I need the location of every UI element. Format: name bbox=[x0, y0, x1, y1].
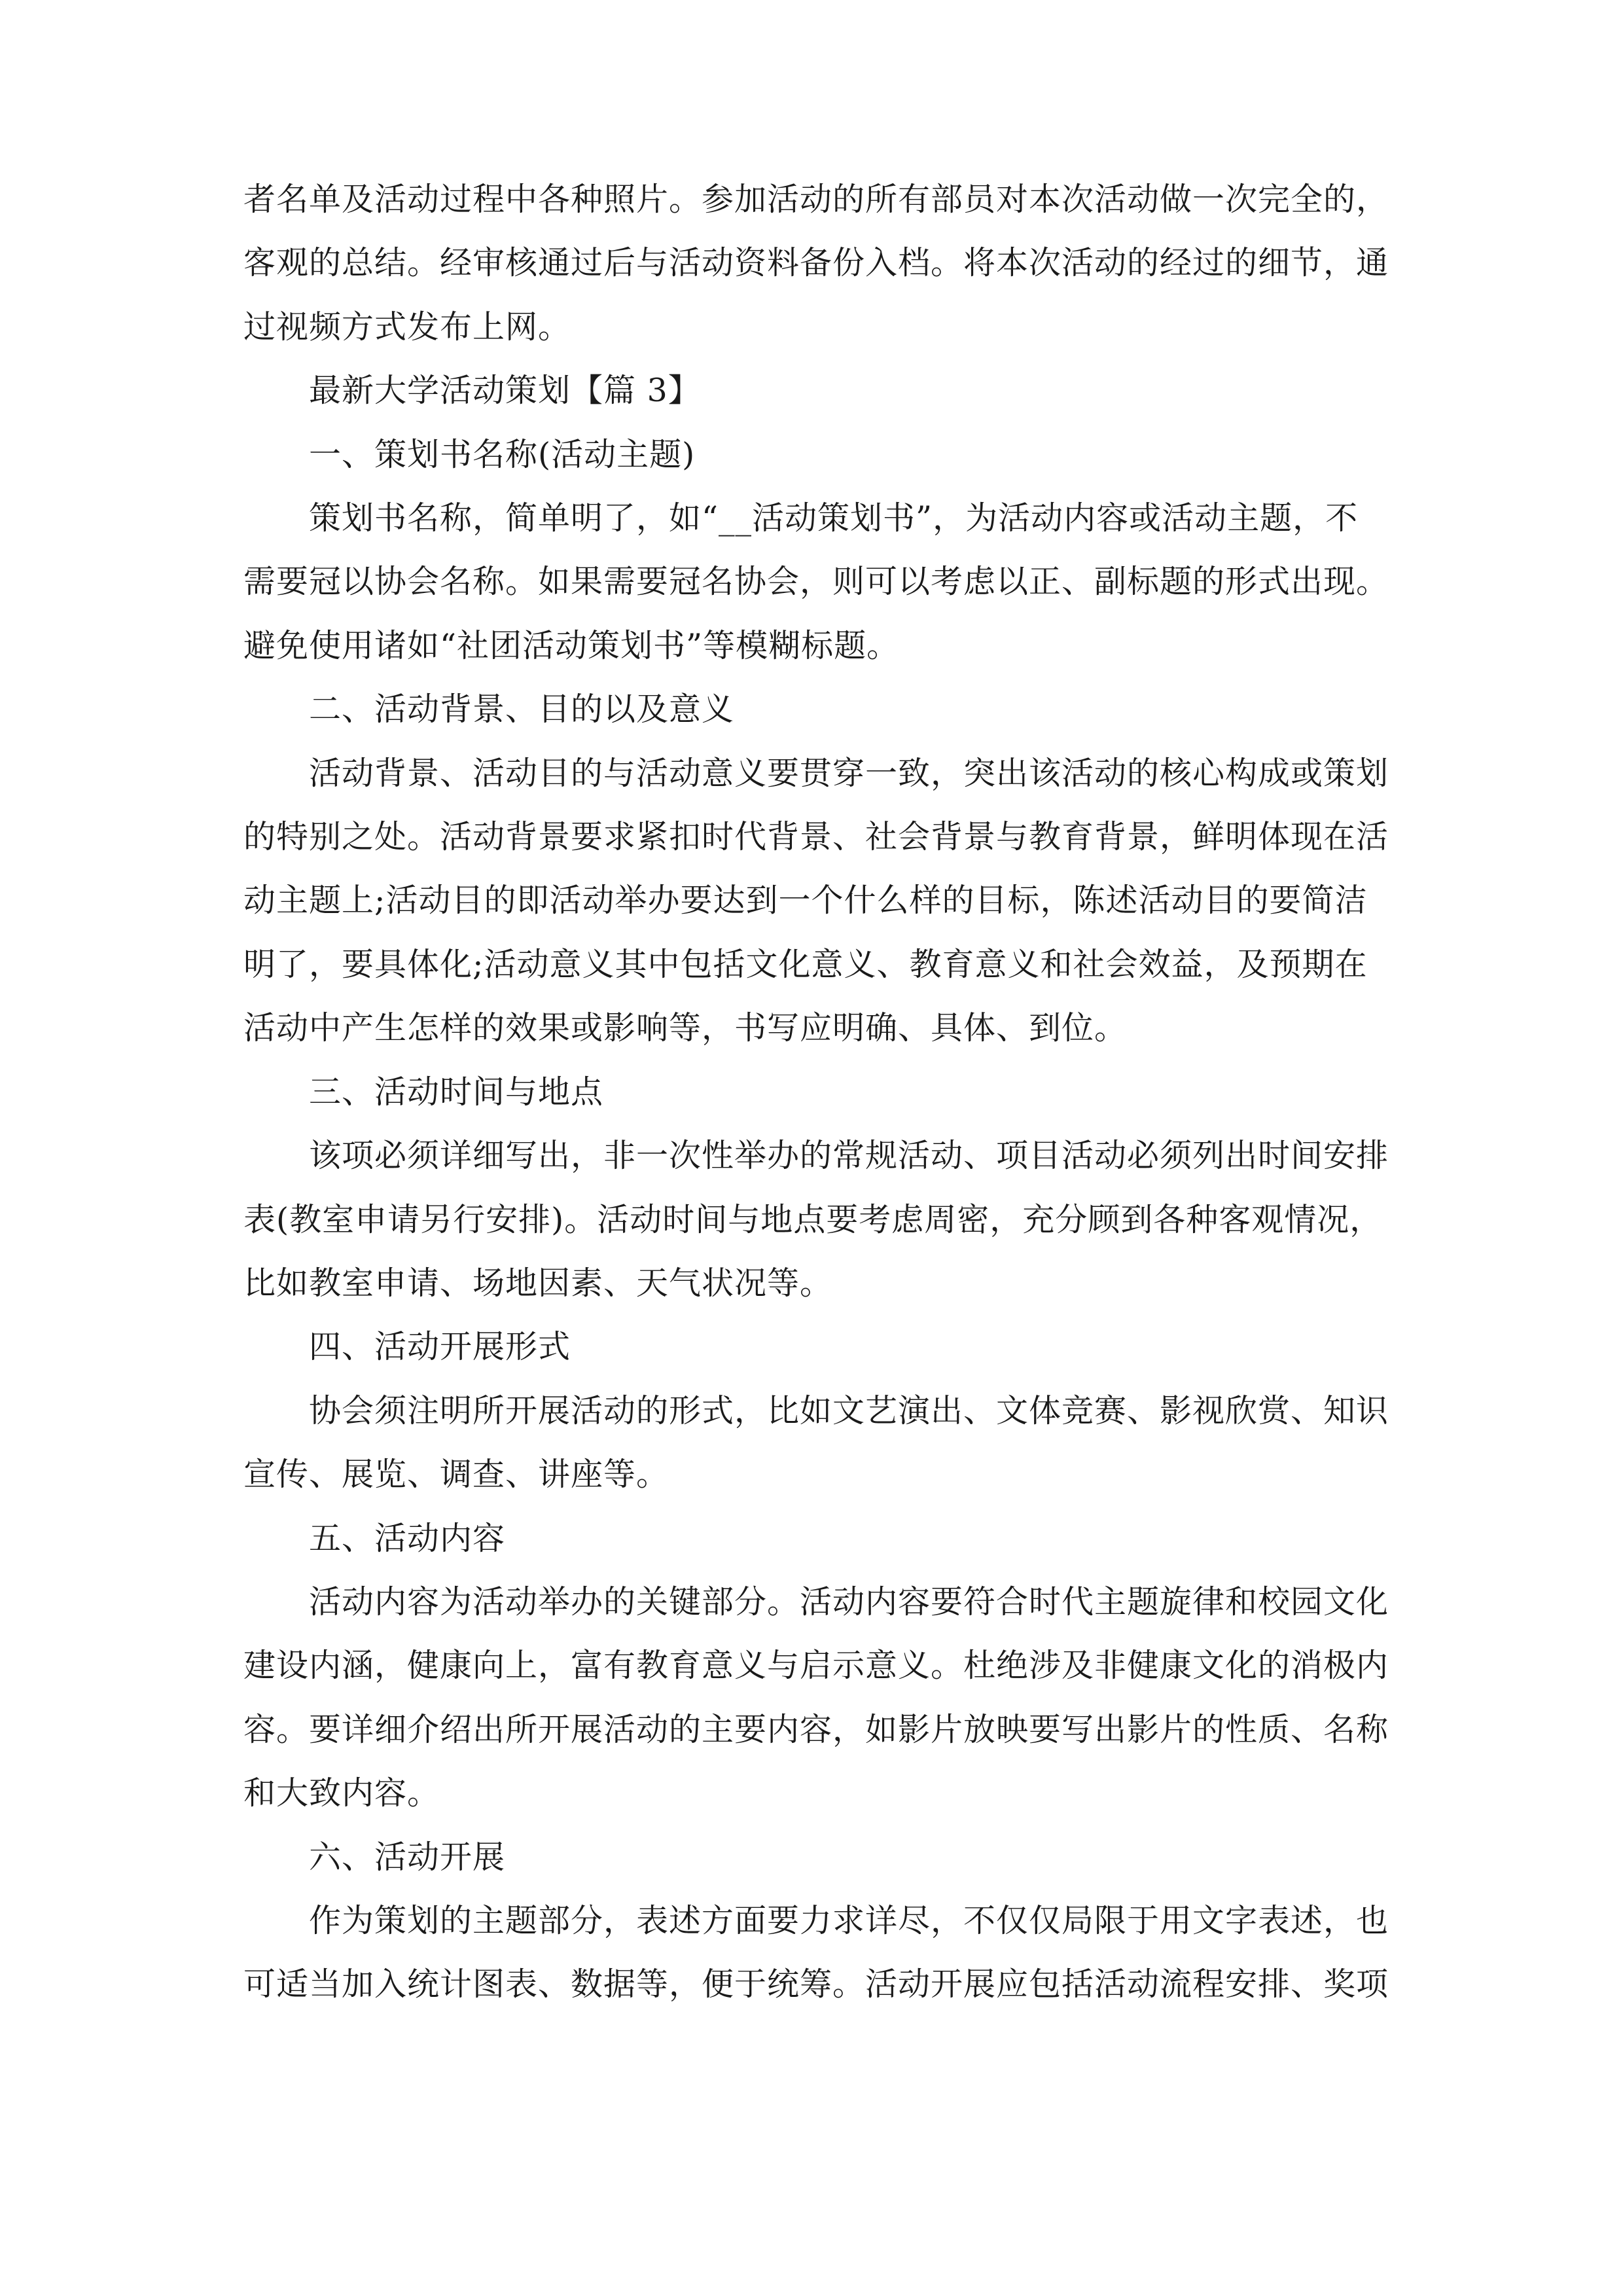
text-line: 可适当加入统计图表、数据等，便于统筹。活动开展应包括活动流程安排、奖项 bbox=[243, 1965, 1389, 2003]
text-line: 的特别之处。活动背景要求紧扣时代背景、社会背景与教育背景，鲜明体现在活 bbox=[243, 818, 1389, 856]
text-line: 表(教室申请另行安排)。活动时间与地点要考虑周密，充分顾到各种客观情况， bbox=[243, 1200, 1383, 1238]
section-heading: 三、活动时间与地点 bbox=[309, 1073, 604, 1111]
section-title: 最新大学活动策划【篇 3】 bbox=[309, 372, 701, 410]
text-line: 策划书名称，简单明了，如“__活动策划书”，为活动内容或活动主题，不 bbox=[309, 499, 1359, 537]
text-line: 活动背景、活动目的与活动意义要贯穿一致，突出该活动的核心构成或策划 bbox=[309, 754, 1389, 792]
text-line: 明了，要具体化;活动意义其中包括文化意义、教育意义和社会效益，及预期在 bbox=[243, 945, 1368, 983]
text-line: 该项必须详细写出，非一次性举办的常规活动、项目活动必须列出时间安排 bbox=[309, 1137, 1389, 1175]
text-line: 者名单及活动过程中各种照片。参加活动的所有部员对本次活动做一次完全的， bbox=[243, 181, 1389, 218]
text-line: 建设内涵，健康向上，富有教育意义与启示意义。杜绝涉及非健康文化的消极内 bbox=[243, 1647, 1389, 1685]
text-line: 过视频方式发布上网。 bbox=[243, 308, 571, 346]
text-line: 容。要详细介绍出所开展活动的主要内容，如影片放映要写出影片的性质、名称 bbox=[243, 1710, 1389, 1748]
text-line: 协会须注明所开展活动的形式，比如文艺演出、文体竞赛、影视欣赏、知识 bbox=[309, 1391, 1389, 1429]
section-heading: 六、活动开展 bbox=[309, 1838, 506, 1876]
section-heading: 四、活动开展形式 bbox=[309, 1328, 571, 1366]
section-heading: 一、策划书名称(活动主题) bbox=[309, 435, 696, 473]
section-heading: 二、活动背景、目的以及意义 bbox=[309, 691, 735, 728]
text-line: 作为策划的主题部分，表述方面要力求详尽，不仅仅局限于用文字表述，也 bbox=[309, 1901, 1389, 1939]
section-heading: 五、活动内容 bbox=[309, 1519, 506, 1557]
text-line: 活动中产生怎样的效果或影响等，书写应明确、具体、到位。 bbox=[243, 1009, 1128, 1047]
text-line: 需要冠以协会名称。如果需要冠名协会，则可以考虑以正、副标题的形式出现。 bbox=[243, 563, 1389, 601]
text-line: 宣传、展览、调查、讲座等。 bbox=[243, 1456, 669, 1494]
text-line: 活动内容为活动举办的关键部分。活动内容要符合时代主题旋律和校园文化 bbox=[309, 1583, 1389, 1621]
text-line: 避免使用诸如“社团活动策划书”等模糊标题。 bbox=[243, 626, 900, 664]
text-line: 动主题上;活动目的即活动举办要达到一个什么样的目标，陈述活动目的要简洁 bbox=[243, 882, 1368, 920]
text-line: 客观的总结。经审核通过后与活动资料备份入档。将本次活动的经过的细节，通 bbox=[243, 244, 1389, 282]
text-line: 比如教室申请、场地因素、天气状况等。 bbox=[243, 1264, 833, 1302]
text-line: 和大致内容。 bbox=[243, 1774, 440, 1812]
